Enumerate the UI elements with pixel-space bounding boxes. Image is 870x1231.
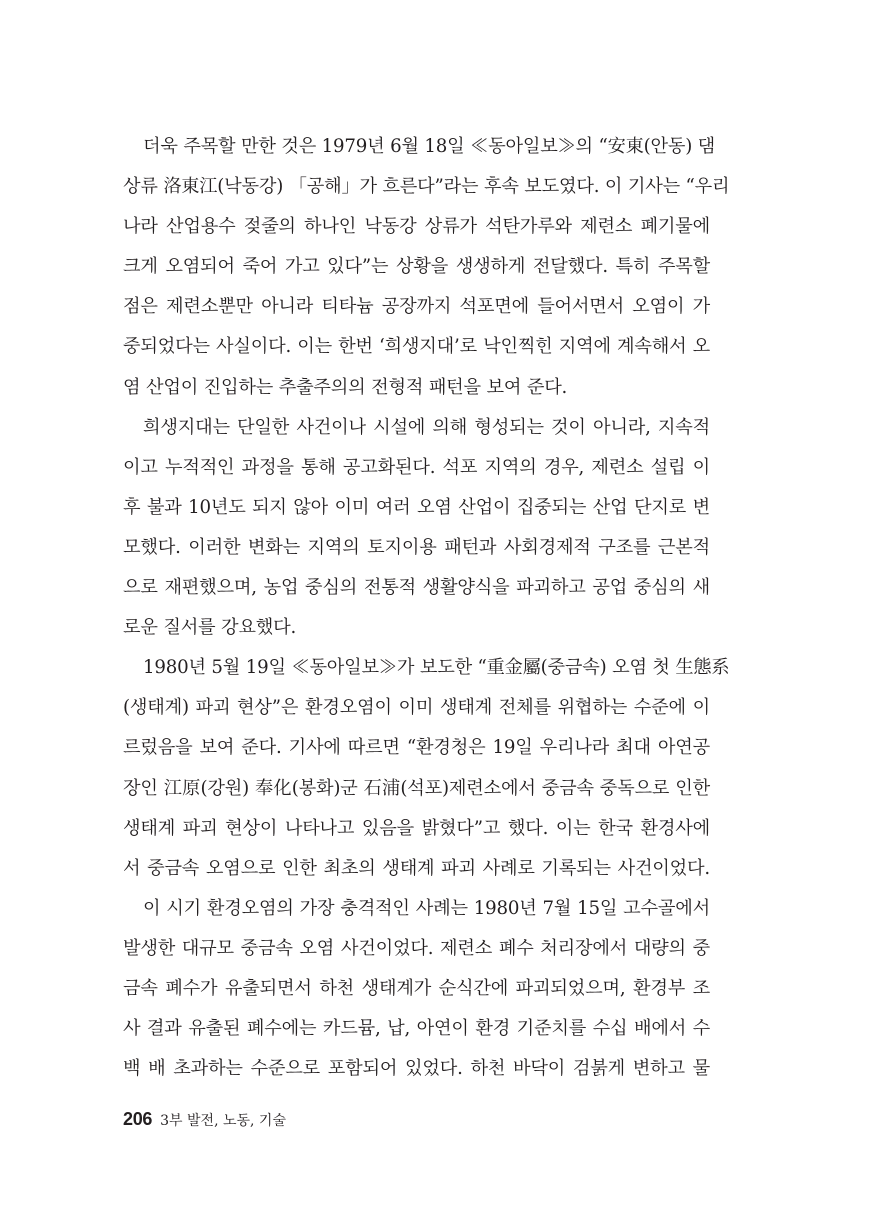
paragraph-1-line: 크게 오염되어 죽어 가고 있다”는 상황을 생생하게 전달했다. 특히 주목할	[123, 256, 710, 278]
paragraph-4-line: 발생한 대규모 중금속 오염 사건이었다. 제련소 폐수 처리장에서 대량의 중	[123, 937, 710, 959]
paragraph-1-line: 중되었다는 사실이다. 이는 한번 ‘희생지대’로 낙인찍힌 지역에 계속해서 오	[123, 336, 710, 358]
running-head: 3부 발전, 노동, 기술	[160, 1113, 286, 1129]
page-number: 206	[123, 1109, 153, 1129]
paragraph-1-line: 염 산업이 진입하는 추출주의의 전형적 패턴을 보여 준다.	[123, 376, 568, 398]
paragraph-1-line: 더욱 주목할 만한 것은 1979년 6월 18일 ≪동아일보≫의 “安東(안동) 댐	[143, 136, 716, 157]
paragraph-1-line: 점은 제련소뿐만 아니라 티타늄 공장까지 석포면에 들어서면서 오염이 가	[123, 296, 710, 318]
body-text	[123, 127, 730, 1089]
paragraph-2-line: 희생지대는 단일한 사건이나 시설에 의해 형성되는 것이 아니라, 지속적	[143, 416, 710, 438]
paragraph-3-line: 생태계 파괴 현상이 나타나고 있음을 밝혔다”고 했다. 이는 한국 환경사에	[123, 817, 710, 839]
paragraph-3-line: 1980년 5월 19일 ≪동아일보≫가 보도한 “重金屬(중금속) 오염 첫 生態系	[143, 657, 730, 679]
paragraph-3-line: 르렀음을 보여 준다. 기사에 따르면 “환경청은 19일 우리나라 최대 아연공	[123, 737, 710, 759]
paragraph-2-line: 으로 재편했으며, 농업 중심의 전통적 생활양식을 파괴하고 공업 중심의 새	[123, 577, 710, 599]
paragraph-4-line: 이 시기 환경오염의 가장 충격적인 사례는 1980년 7월 15일 고수골에서	[143, 897, 710, 919]
paragraph-2-line: 모했다. 이러한 변화는 지역의 토지이용 패턴과 사회경제적 구조를 근본적	[123, 536, 710, 558]
paragraph-3-line: 서 중금속 오염으로 인한 최초의 생태계 파괴 사례로 기록되는 사건이었다.	[123, 857, 710, 879]
paragraph-3-line: 장인 江原(강원) 奉化(봉화)군 石浦(석포)제련소에서 중금속 중독으로 인한	[123, 777, 710, 799]
paragraph-4-line: 백 배 초과하는 수준으로 포함되어 있었다. 하천 바닥이 검붉게 변하고 물	[123, 1058, 710, 1080]
paragraph-2-line: 후 불과 10년도 되지 않아 이미 여러 오염 산업이 집중되는 산업 단지로 변	[123, 496, 710, 518]
paragraph-4-line: 금속 폐수가 유출되면서 하천 생태계가 순식간에 파괴되었으며, 환경부 조	[123, 977, 710, 999]
paragraph-1-line: 나라 산업용수 젖줄의 하나인 낙동강 상류가 석탄가루와 제련소 폐기물에	[123, 216, 710, 238]
paragraph-1-line: 상류 洛東江(낙동강) 「공해」가 흐른다”라는 후속 보도였다. 이 기사는 “우리	[123, 176, 730, 198]
paragraph-4-line: 사 결과 유출된 폐수에는 카드뮴, 납, 아연이 환경 기준치를 수십 배에서 수	[123, 1018, 710, 1040]
paragraph-3-line: (생태계) 파괴 현상”은 환경오염이 이미 생태계 전체를 위협하는 수준에 이	[123, 697, 710, 719]
paragraph-2-line: 로운 질서를 강요했다.	[123, 617, 297, 639]
paragraph-2-line: 이고 누적적인 과정을 통해 공고화된다. 석포 지역의 경우, 제련소 설립 이	[123, 456, 710, 478]
page-footer	[123, 1107, 286, 1131]
